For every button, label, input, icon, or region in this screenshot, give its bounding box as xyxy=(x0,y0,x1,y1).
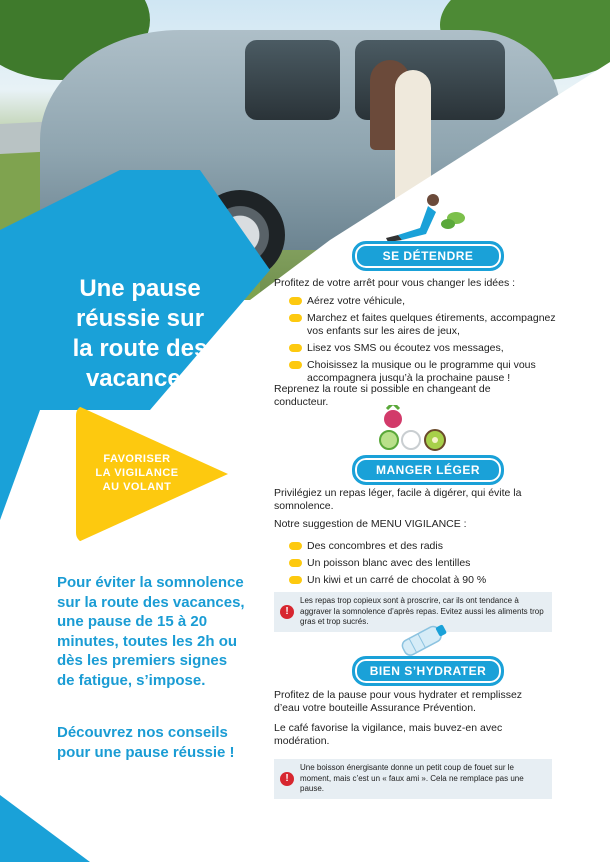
hydrater-para2: Le café favorise la vigilance, mais buvez-en avec modération. xyxy=(274,722,503,747)
manger-suggestion: Notre suggestion de MENU VIGILANCE : xyxy=(274,518,467,530)
list-item-text: Choisissez la musique ou le programme qui vous accompagnera jusqu’à la prochaine pause ! xyxy=(307,359,536,384)
section-title-detendre: SE DÉTENDRE xyxy=(352,241,504,271)
detendre-list xyxy=(289,295,559,389)
water-bottle-illustration xyxy=(395,620,450,658)
tagline-line: AU VOLANT xyxy=(102,481,172,493)
menu-list xyxy=(289,540,549,591)
manger-intro: Privilégiez un repas léger, facile à digérer, qui évite la somnolence. xyxy=(274,487,522,512)
bullet-icon xyxy=(289,576,302,584)
warning-icon: ! xyxy=(280,605,294,619)
list-item xyxy=(289,574,549,587)
warning-icon: ! xyxy=(280,772,294,786)
list-item-text: Un kiwi et un carré de chocolat à 90 % xyxy=(307,574,487,586)
section-title-hydrater: BIEN S’HYDRATER xyxy=(352,656,504,686)
detendre-intro: Profitez de votre arrêt pour vous changer les idées : xyxy=(274,277,516,289)
healthy-food-illustration xyxy=(375,405,450,453)
list-item xyxy=(289,312,559,338)
title-line: Une pause xyxy=(79,275,201,302)
blue-side-shape xyxy=(0,300,40,520)
list-item xyxy=(289,557,549,570)
note-text: Les repas trop copieux sont à proscrire, car ils ont tendance à aggraver la somnolence d’après repas. Evitez aussi les aliments trop gras et trop sucrés. xyxy=(300,596,544,626)
list-item xyxy=(289,540,549,553)
title-line: la route des xyxy=(72,335,208,362)
bullet-icon xyxy=(289,297,302,305)
list-item-text: Aérez votre véhicule, xyxy=(307,295,406,307)
intro-paragraph: Pour éviter la somnolence sur la route des vacances, une pause de 15 à 20 minutes, toutes les 2h ou dès les premiers signes de fatigue, s’impose. xyxy=(57,574,245,689)
title-line: vacances xyxy=(85,365,195,392)
list-item-text: Lisez vos SMS ou écoutez vos messages, xyxy=(307,342,504,354)
tagline-line: FAVORISER xyxy=(103,453,171,465)
list-item xyxy=(289,295,559,308)
bullet-icon xyxy=(289,559,302,567)
bullet-icon xyxy=(289,314,302,322)
cta-paragraph: Découvrez nos conseils pour une pause réussie ! xyxy=(57,724,235,761)
hydrater-para1: Profitez de la pause pour vous hydrater et remplissez d’eau votre bouteille Assurance Prévention. xyxy=(274,689,523,714)
list-item-text: Un poisson blanc avec des lentilles xyxy=(307,557,471,569)
bullet-icon xyxy=(289,344,302,352)
list-item xyxy=(289,359,559,385)
list-item xyxy=(289,342,559,355)
vigilance-tagline xyxy=(82,452,192,494)
page-title xyxy=(40,274,240,394)
note-text: Une boisson énergisante donne un petit coup de fouet sur le moment, mais c’est un « faux ami ». Cela ne remplace pas une pause. xyxy=(300,763,524,793)
title-line: réussie sur xyxy=(75,305,205,332)
car-window xyxy=(245,40,340,120)
section-title-manger: MANGER LÉGER xyxy=(352,455,504,485)
energy-drink-warning-note xyxy=(274,759,552,799)
detendre-outro: Reprenez la route si possible en changeant de conducteur. xyxy=(274,383,491,408)
bullet-icon xyxy=(289,361,302,369)
relaxing-person-illustration xyxy=(378,190,466,245)
list-item-text: Marchez et faites quelques étirements, accompagnez vos enfants sur les aires de jeux, xyxy=(307,312,556,337)
tagline-line: LA VIGILANCE xyxy=(95,467,179,479)
bullet-icon xyxy=(289,542,302,550)
list-item-text: Des concombres et des radis xyxy=(307,540,443,552)
